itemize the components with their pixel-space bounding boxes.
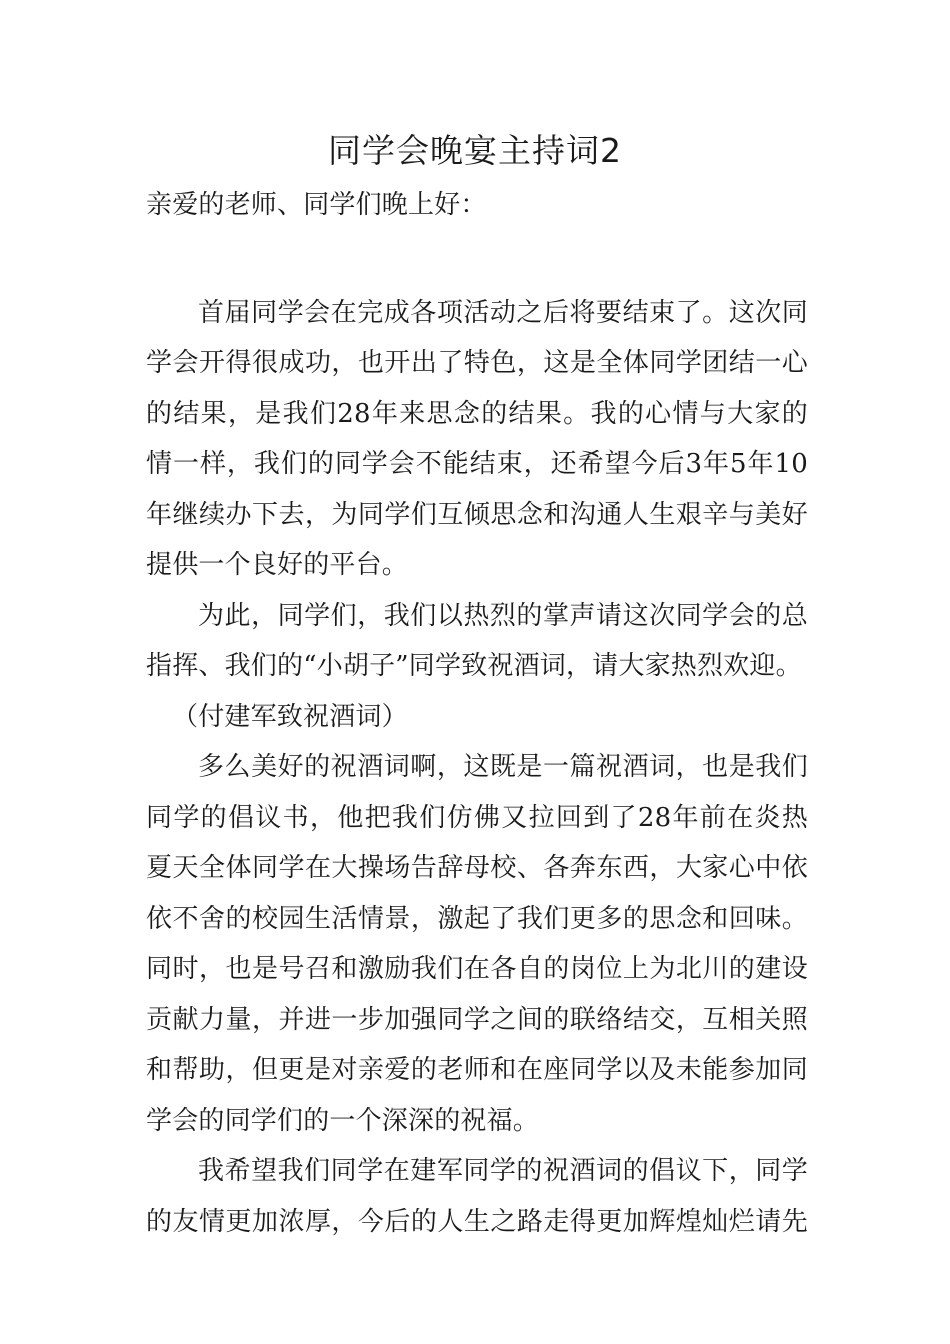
text-line: 学会的同学们的一个深深的祝福。	[146, 1105, 540, 1136]
text-line: 情一样，我们的同学会不能结束，还希望今后3年5年10	[146, 449, 808, 479]
text-line: 我希望我们同学在建军同学的祝酒词的倡议下，同学	[198, 1156, 808, 1186]
text-line: 和帮助，但更是对亲爱的老师和在座同学以及未能参加同	[146, 1055, 808, 1085]
text-line: 同时，也是号召和激励我们在各自的岗位上为北川的建设	[146, 954, 808, 984]
document-title: 同学会晚宴主持词2	[328, 131, 622, 170]
document-body	[146, 180, 808, 1247]
text-line: 指挥、我们的“小胡子”同学致祝酒词，请大家热烈欢迎。	[146, 651, 802, 681]
text-line: 提供一个良好的平台。	[146, 550, 409, 580]
text-line: 的友情更加浓厚，今后的人生之路走得更加辉煌灿烂请先	[146, 1206, 808, 1237]
text-line: 年继续办下去，为同学们互倾思念和沟通人生艰辛与美好	[146, 499, 808, 530]
greeting-line: 亲爱的老师、同学们晚上好：	[146, 190, 487, 220]
paragraph-2	[146, 591, 808, 692]
text-line: 依不舍的校园生活情景，激起了我们更多的思念和回味。	[146, 903, 808, 934]
text-line: 的结果，是我们28年来思念的结果。我的心情与大家的	[146, 398, 808, 429]
text-line: 首届同学会在完成各项活动之后将要结束了。这次同	[198, 297, 808, 328]
text-line: 学会开得很成功，也开出了特色，这是全体同学团结一心	[146, 348, 808, 378]
text-line: 贡献力量，并进一步加强同学之间的联络结交，互相关照	[146, 1004, 808, 1035]
text-line: 为此，同学们，我们以热烈的掌声请这次同学会的总	[198, 600, 808, 631]
paragraph-gap	[146, 231, 808, 288]
text-line: 多么美好的祝酒词啊，这既是一篇祝酒词，也是我们	[198, 752, 808, 782]
paragraph-5	[146, 1146, 808, 1247]
text-line: （付建军致祝酒词）	[172, 701, 408, 732]
text-line: 夏天全体同学在大操场告辞母校、各奔东西，大家心中依	[146, 853, 808, 883]
paragraph-3	[146, 692, 808, 743]
paragraph-4	[146, 742, 808, 1146]
text-line: 同学的倡议书，他把我们仿佛又拉回到了28年前在炎热	[146, 802, 808, 833]
paragraph-1	[146, 288, 808, 591]
